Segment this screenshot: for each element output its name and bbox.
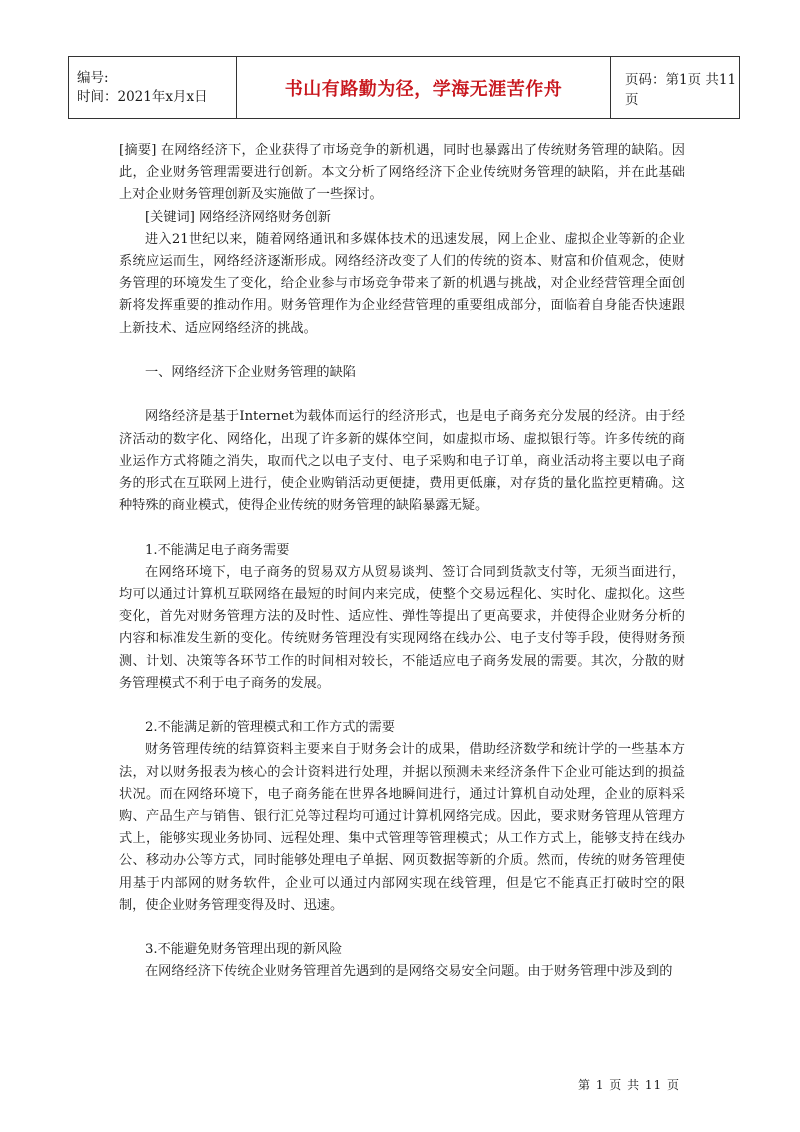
document-time-label: 时间：2021年x月x日 [77, 88, 208, 105]
section-1-heading: 一、网络经济下企业财务管理的缺陷 [145, 365, 356, 381]
subsection-2-heading: 2.不能满足新的管理模式和工作方式的需要 [145, 720, 395, 736]
abstract-paragraph: [摘要] 在网络经济下，企业获得了市场竞争的新机遇，同时也暴露出了传统财务管理的缺陷。因此，企业财务管理需要进行创新。本文分析了网络经济下企业传统财务管理的缺陷，并在此基础上对企业财务管理创新及实施做了一些探讨。 [119, 143, 685, 203]
intro-paragraph: 进入21世纪以来，随着网络通讯和多媒体技术的迅速发展，网上企业、虚拟企业等新的企业系统应运而生，网络经济逐渐形成。网络经济改变了人们的传统的资本、财富和价值观念，使财务管理的环境发生了变化，给企业参与市场竞争带来了新的机遇与挑战，对企业经营管理全面创新将发挥重要的推动作用。财务管理作为企业经营管理的重要组成部分，面临着自身能否快速跟上新技术、适应网络经济的挑战。 [119, 231, 685, 336]
keywords-paragraph: [关键词] 网络经济网络财务创新 [145, 209, 331, 225]
spacer [119, 517, 685, 539]
spacer [119, 695, 685, 717]
spacer [119, 917, 685, 939]
header-table [68, 56, 740, 119]
header-motto: 书山有路勤为径，学海无涯苦作舟 [284, 78, 563, 100]
subsection-3-heading: 3.不能避免财务管理出现的新风险 [145, 942, 343, 958]
spacer [119, 340, 685, 362]
header-motto-cell [237, 57, 611, 118]
document-body [119, 140, 685, 984]
header-page-label: 页码：第1页 共11页 [625, 71, 737, 108]
section-1-paragraph: 网络经济是基于Internet为载体而运行的经济形式，也是电子商务充分发展的经济。由于经济活动的数字化、网络化，出现了许多新的媒体空间，如虚拟市场、虚拟银行等。许多传统的商业运作方式将随之消失，取而代之以电子支付、电子采购和电子订单，商业活动将主要以电子商务的形式在互联网上进行，使企业购销活动更便捷，费用更低廉，对存货的量化监控更精确。这种特殊的商业模式，使得企业传统的财务管理的缺陷暴露无疑。 [119, 409, 685, 514]
subsection-2-paragraph: 财务管理传统的结算资料主要来自于财务会计的成果，借助经济数学和统计学的一些基本方法，对以财务报表为核心的会计资料进行处理，并据以预测未来经济条件下企业可能达到的损益状况。而在网络环境下，电子商务能在世界各地瞬间进行，通过计算机自动处理，企业的原料采购、产品生产与销售、银行汇兑等过程均可通过计算机网络完成。因此，要求财务管理从管理方式上，能够实现业务协同、远程处理、集中式管理等管理模式；从工作方式上，能够支持在线办公、移动办公等方式，同时能够处理电子单据、网页数据等新的介质。然而，传统的财务管理使用基于内部网的财务软件，企业可以通过内部网实现在线管理，但是它不能真正打破时空的限制，使企业财务管理变得及时、迅速。 [119, 742, 685, 913]
header-page-cell [611, 57, 739, 118]
page-footer: 第 1 页 共 11 页 [578, 1078, 680, 1092]
spacer [119, 384, 685, 406]
subsection-3-paragraph: 在网络经济下传统企业财务管理首先遇到的是网络交易安全问题。由于财务管理中涉及到的 [145, 964, 673, 980]
header-info-cell [69, 57, 237, 118]
document-number-label: 编号: [77, 69, 109, 86]
subsection-1-heading: 1.不能满足电子商务需要 [145, 542, 290, 558]
subsection-1-paragraph: 在网络环境下，电子商务的贸易双方从贸易谈判、签订合同到货款支付等，无须当面进行，均可以通过计算机互联网络在最短的时间内来完成，使整个交易远程化、实时化、虚拟化。这些变化，首先对财务管理方法的及时性、适应性、弹性等提出了更高要求，并使得企业财务分析的内容和标准发生新的变化。传统财务管理没有实现网络在线办公、电子支付等手段，使得财务预测、计划、决策等各环节工作的时间相对较长，不能适应电子商务发展的需要。其次，分散的财务管理模式不利于电子商务的发展。 [119, 564, 685, 691]
